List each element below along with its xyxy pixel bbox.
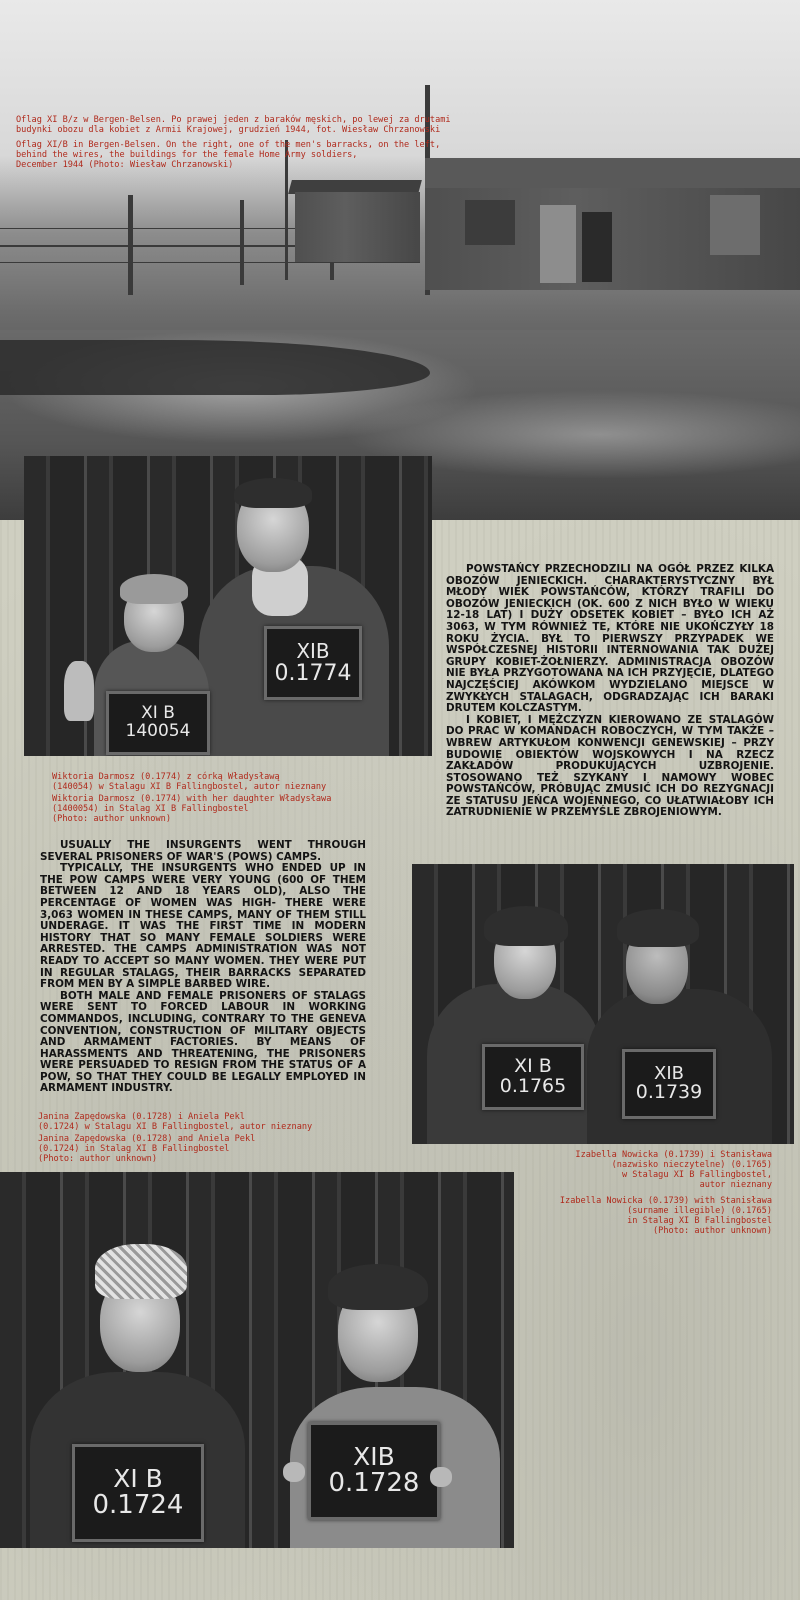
child-hair [120, 574, 188, 604]
board-label: XIB [296, 638, 330, 663]
fence-post [128, 195, 133, 295]
darmosz-caption-en: Wiktoria Darmosz (0.1774) with her daughter Władysława (1400054) in Stalag XI B Fallingbostel (Photo: author unknown) [52, 794, 332, 824]
nowicka-caption-en: Izabella Nowicka (0.1739) with Stanisława (surname illegible) (0.1765) in Stalag XI B Fallingbostel (Photo: author unknown) [559, 1196, 772, 1236]
text-block-english [40, 840, 366, 1095]
photo-nowicka [412, 864, 794, 1144]
board-label: XI B [514, 1055, 552, 1078]
photo-bergen-belsen-barracks [0, 0, 800, 520]
board-label: XIB [353, 1442, 395, 1472]
text-block-polish [446, 564, 774, 819]
fence-post [240, 200, 244, 285]
id-board-left [72, 1444, 204, 1542]
id-board-right [308, 1422, 440, 1520]
barbed-wire [0, 262, 420, 263]
hand [430, 1467, 452, 1487]
barrack-door [540, 205, 576, 283]
woman-left-hair [484, 906, 568, 946]
id-board-right [622, 1049, 716, 1119]
barrack-window [465, 200, 515, 245]
board-label: XI B [113, 1464, 163, 1494]
hand [283, 1462, 305, 1482]
zapedowska-caption-en: Janina Zapędowska (0.1728) and Aniela Pekl (0.1724) in Stalag XI B Fallingbostel (Photo: author unknown) [38, 1134, 256, 1164]
board-label: XIB [654, 1062, 684, 1084]
board-number: 0.1765 [499, 1075, 567, 1097]
paragraph: POWSTAŃCY PRZECHODZILI NA OGÓŁ PRZEZ KILKA OBOZÓW JENIECKICH. CHARAKTERYSTYCZNY BYŁ MŁODY WIEK POWSTAŃCÓW, KTÓRZY TRAFILI DO OBOZÓW JENIECKICH (OK. 600 Z NICH BYŁO W WIEKU 12-18 LAT) I DUŻY ODSETEK KOBIET – BYŁO ICH AŻ 3063, W TYM RÓWNIEŻ TE, KTÓRE NIE UKOŃCZYŁY 18 ROKU ŻYCIA. BYŁ TO PIERWSZY PRZYPADEK WE WSPÓŁCZESNEJ HISTORII INTERNOWANIA TAK DUŻEJ GRUPY KOBIET-ŻOŁNIERZY. ADMINISTRACJA OBOZÓW NIE BYŁA PRZYGOTOWANA NA ICH PRZYJĘCIE, DLATEGO NAJCZĘŚCIEJ AKÓWKOM WYDZIELANO MIEJSCE W ZWYKŁYCH STALAGACH, ODGRADZAJĄC ICH BARAKI DRUTEM KOLCZASTYM. [446, 563, 774, 715]
top-photo-caption-en: Oflag XI/B in Bergen-Belsen. On the right, one of the men's barracks, on the left, behind the wires, the buildings for the female Home Army soldiers, December 1944 (Photo: Wiesław Chrzanowski) [16, 140, 441, 170]
barrack-window [710, 195, 760, 255]
women-camp-building [295, 192, 420, 262]
zapedowska-caption-pl: Janina Zapędowska (0.1728) i Aniela Pekl (0.1724) w Stalagu XI B Fallingbostel, autor nieznany [38, 1112, 313, 1132]
top-photo-caption-pl: Oflag XI B/z w Bergen-Belsen. Po prawej jeden z baraków męskich, po lewej za drutami budynki obozu dla kobiet z Armii Krajowej, grudzień 1944, fot. Wiesław Chrzanowski [16, 115, 451, 135]
paragraph: USUALLY THE INSURGENTS WENT THROUGH SEVERAL PRISONERS OF WAR'S (POWS) CAMPS. [40, 839, 366, 863]
paragraph: I KOBIET, I MĘŻCZYZN KIEROWANO ZE STALAGÓW DO PRAC W KOMANDACH ROBOCZYCH, W TYM TAKŻE – WBREW ARTYKUŁOM KONWENCJI GENEWSKIEJ – PRZY BUDOWIE OBIEKTÓW WOJSKOWYCH I NA RZECZ ZAKŁADÓW PRODUKUJĄCYCH UZBROJENIE. STOSOWANO TEŻ SZYKANY I NAMOWY WOBEC POWSTAŃCÓW, PRÓBUJĄC ZMUSIĆ ICH DO REZYGNACJI ZE STATUSU JEŃCA WOJENNEGO, CO UŁATWIAŁOBY ICH ZATRUDNIENIE W PRZEMYŚLE ZBROJENIOWYM. [446, 713, 774, 819]
paragraph: TYPICALLY, THE INSURGENTS WHO ENDED UP IN THE POW CAMPS WERE VERY YOUNG (600 OF THEM BETWEEN 12 AND 18 YEARS OLD), ALSO THE PERCENTAGE OF WOMEN WAS HIGH- THERE WERE 3,063 WOMEN IN THESE CAMPS, MANY OF THEM STILL UNDERAGE. IT WAS THE FIRST TIME IN MODERN HISTORY THAT SO MANY FEMALE SOLDIERS WERE ARRESTED. THE CAMPS ADMINISTRATION WAS NOT READY TO ACCEPT SO MANY WOMEN. THEY WERE PUT IN REGULAR STALAGS, THEIR BARRACKS SEPARATED FROM MEN BY A SIMPLE BARBED WIRE. [40, 862, 366, 991]
id-board-woman [264, 626, 362, 700]
photo-darmosz [24, 456, 432, 756]
board-number: 0.1724 [92, 1490, 184, 1521]
id-board-left [482, 1044, 584, 1110]
board-number: 0.1739 [635, 1081, 703, 1104]
woman-right-hair [617, 909, 699, 947]
woman-hair [234, 478, 312, 508]
barrack-doorway [582, 212, 612, 282]
head-scarf [95, 1244, 187, 1299]
woman-right-hair [328, 1264, 428, 1310]
paragraph: BOTH MALE AND FEMALE PRISONERS OF STALAGS WERE SENT TO FORCED LABOUR IN WORKING COMMANDOS, INCLUDING, CONTRARY TO THE GENEVA CONVENTION, CONSTRUCTION OF MILITARY OBJECTS AND ARMAMENT FACTORIES. BY MEANS OF HARASSMENTS AND THREATENING, THE PRISONERS WERE PERSUADED TO RESIGN FROM THE STATUS OF A POW, SO THAT THEY COULD BE LEGALLY EMPLOYED IN ARMAMENT INDUSTRY. [40, 989, 366, 1095]
board-number: 0.1774 [274, 660, 352, 686]
doll [64, 661, 94, 721]
photo-zapedowska [0, 1172, 514, 1548]
nowicka-caption-pl: Izabella Nowicka (0.1739) i Stanisława (nazwisko nieczytelne) (0.1765) w Stalagu XI B Fallingbostel, autor nieznany [575, 1150, 772, 1190]
board-number: 140054 [125, 721, 191, 741]
darmosz-caption-pl: Wiktoria Darmosz (0.1774) z córką Władysławą (140054) w Stalagu XI B Fallingbostel, autor nieznany [52, 772, 327, 792]
id-board-child [106, 691, 210, 755]
board-number: 0.1728 [328, 1468, 420, 1499]
board-label: XI B [141, 703, 175, 724]
